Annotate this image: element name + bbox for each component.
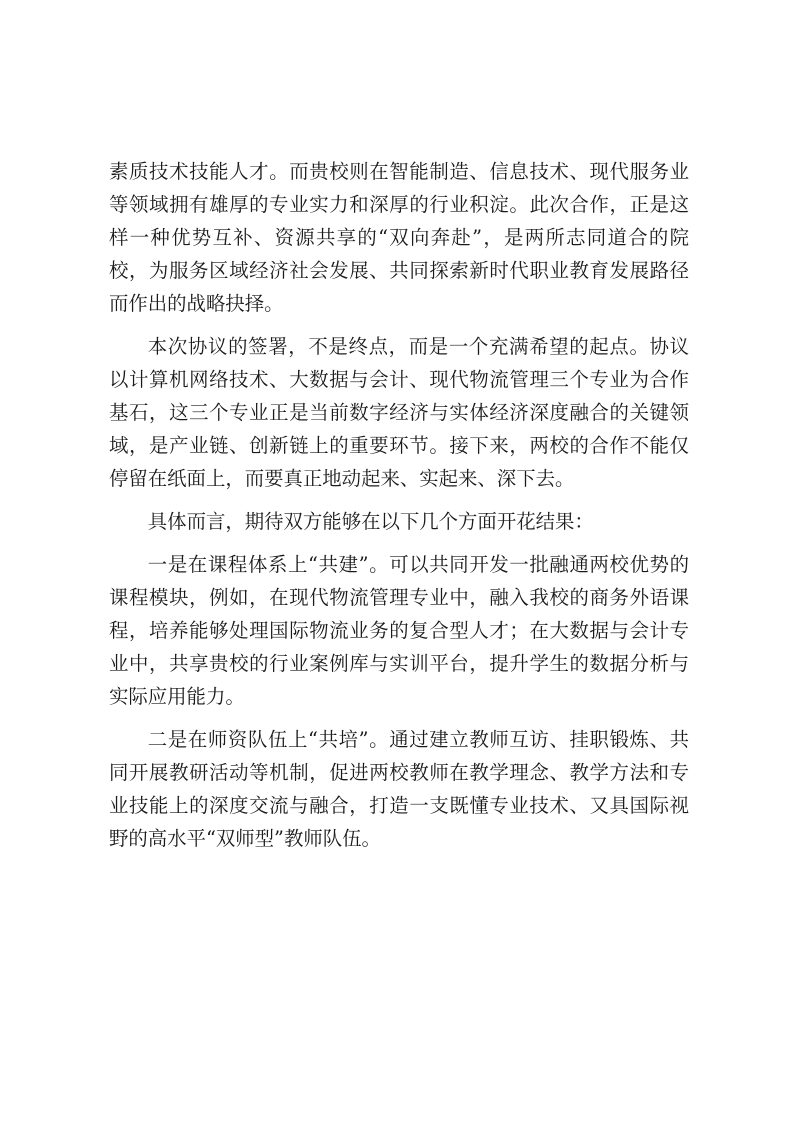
paragraph-expectations-intro: 具体而言，期待双方能够在以下几个方面开花结果： (147, 509, 594, 533)
paragraph-curriculum: 一是在课程体系上“共建”。可以共同开发一批融通两校优势的课程模块，例如，在现代物流管理专业中，融入我校的商务外语课程，培养能够处理国际物流业务的复合型人才；在大数据与会计专业中，共享贵校的行业案例库与实训平台，提升学生的数据分析与实际应用能力。 (109, 552, 689, 708)
document-body (109, 155, 689, 855)
paragraph-faculty: 二是在师资队伍上“共培”。通过建立教师互访、挂职锻炼、共同开展教研活动等机制，促进两校教师在教学理念、教学方法和专业技能上的深度交流与融合，打造一支既懂专业技术、又具国际视野的高水平“双师型”教师队伍。 (109, 727, 689, 850)
paragraph-agreement-signing: 本次协议的签署，不是终点，而是一个充满希望的起点。协议以计算机网络技术、大数据与会计、现代物流管理三个专业为合作基石，这三个专业正是当前数字经济与实体经济深度融合的关键领域，是产业链、创新链上的重要环节。接下来，两校的合作不能仅停留在纸面上，而要真正地动起来、实起来、深下去。 (109, 334, 689, 491)
paragraph-continuation: 素质技术技能人才。而贵校则在智能制造、信息技术、现代服务业等领域拥有雄厚的专业实力和深厚的行业积淀。此次合作，正是这样一种优势互补、资源共享的“双向奔赴”，是两所志同道合的院校，为服务区域经济社会发展、共同探索新时代职业教育发展路径而作出的战略抉择。 (109, 160, 689, 316)
